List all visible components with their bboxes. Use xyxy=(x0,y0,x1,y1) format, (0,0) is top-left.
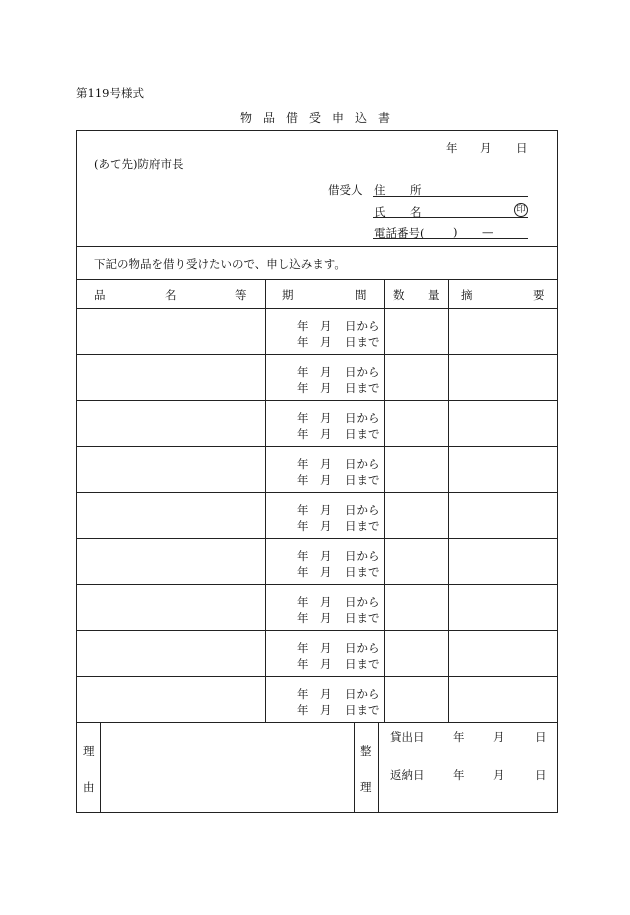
lend-date-day[interactable]: 日 xyxy=(535,730,547,744)
period-to-day: 日まで xyxy=(345,565,380,579)
return-date-year[interactable]: 年 xyxy=(453,768,465,782)
period-to-month[interactable]: 月 xyxy=(320,611,332,625)
processing-left-divider xyxy=(354,722,355,813)
phone-field[interactable] xyxy=(373,238,528,239)
row-divider xyxy=(76,400,558,401)
processing-label-divider xyxy=(378,722,379,813)
request-text: 下記の物品を借り受けたいので、申し込みます。 xyxy=(94,257,346,271)
period-to-year[interactable]: 年 xyxy=(297,335,309,349)
phone-paren-close: ) xyxy=(453,225,458,239)
period-from-day: 日から xyxy=(345,503,380,517)
remarks-cell[interactable] xyxy=(450,356,556,398)
period-from-year[interactable]: 年 xyxy=(297,595,309,609)
period-to-month[interactable]: 月 xyxy=(320,427,332,441)
period-from-year[interactable]: 年 xyxy=(297,503,309,517)
period-from-month[interactable]: 月 xyxy=(320,319,332,333)
period-to-month[interactable]: 月 xyxy=(320,381,332,395)
row-divider xyxy=(76,630,558,631)
period-from-month[interactable]: 月 xyxy=(320,641,332,655)
header-item-3: 等 xyxy=(235,288,247,302)
name-field[interactable] xyxy=(373,217,528,218)
period-to-year[interactable]: 年 xyxy=(297,611,309,625)
period-from-day: 日から xyxy=(345,549,380,563)
item-cell[interactable] xyxy=(78,586,263,628)
processing-label-1: 整 xyxy=(360,744,372,758)
address-field[interactable] xyxy=(373,196,528,197)
period-to-day: 日まで xyxy=(345,381,380,395)
period-to-year[interactable]: 年 xyxy=(297,381,309,395)
form-title xyxy=(0,109,630,126)
column-divider xyxy=(384,279,385,722)
period-from-month[interactable]: 月 xyxy=(320,687,332,701)
quantity-cell[interactable] xyxy=(386,402,446,444)
lend-date-month[interactable]: 月 xyxy=(493,730,505,744)
quantity-cell[interactable] xyxy=(386,586,446,628)
title-char: 受 xyxy=(308,111,321,125)
period-to-month[interactable]: 月 xyxy=(320,657,332,671)
header-quantity-1: 数 xyxy=(393,288,405,302)
period-from-month[interactable]: 月 xyxy=(320,503,332,517)
addressee: (あて先)防府市長 xyxy=(94,157,184,171)
period-from-day: 日から xyxy=(345,319,380,333)
quantity-cell[interactable] xyxy=(386,540,446,582)
column-divider xyxy=(448,279,449,722)
item-cell[interactable] xyxy=(78,402,263,444)
period-from-year[interactable]: 年 xyxy=(297,365,309,379)
lend-date-label: 貸出日 xyxy=(390,730,425,744)
period-to-month[interactable]: 月 xyxy=(320,335,332,349)
item-cell[interactable] xyxy=(78,310,263,352)
reason-label-divider xyxy=(100,722,101,813)
period-to-month[interactable]: 月 xyxy=(320,519,332,533)
period-to-month[interactable]: 月 xyxy=(320,565,332,579)
remarks-cell[interactable] xyxy=(450,678,556,720)
item-cell[interactable] xyxy=(78,494,263,536)
period-from-month[interactable]: 月 xyxy=(320,595,332,609)
remarks-cell[interactable] xyxy=(450,494,556,536)
period-from-year[interactable]: 年 xyxy=(297,549,309,563)
header-period-2: 間 xyxy=(355,288,367,302)
seal-icon: 印 xyxy=(514,203,528,217)
column-header-divider xyxy=(76,308,558,309)
title-char: 品 xyxy=(262,111,275,125)
period-to-year[interactable]: 年 xyxy=(297,565,309,579)
reason-field[interactable] xyxy=(102,724,352,811)
remarks-cell[interactable] xyxy=(450,310,556,352)
period-from-day: 日から xyxy=(345,687,380,701)
period-from-year[interactable]: 年 xyxy=(297,641,309,655)
item-cell[interactable] xyxy=(78,540,263,582)
period-from-day: 日から xyxy=(345,457,380,471)
row-divider xyxy=(76,492,558,493)
row-divider xyxy=(76,538,558,539)
period-to-day: 日まで xyxy=(345,335,380,349)
period-to-year[interactable]: 年 xyxy=(297,703,309,717)
header-item-1: 品 xyxy=(94,288,106,302)
period-from-day: 日から xyxy=(345,595,380,609)
period-to-year[interactable]: 年 xyxy=(297,427,309,441)
period-from-day: 日から xyxy=(345,365,380,379)
quantity-cell[interactable] xyxy=(386,678,446,720)
remarks-cell[interactable] xyxy=(450,540,556,582)
period-from-year[interactable]: 年 xyxy=(297,687,309,701)
header-item-2: 名 xyxy=(165,288,177,302)
quantity-cell[interactable] xyxy=(386,448,446,490)
title-char: 書 xyxy=(378,111,391,125)
footer-divider xyxy=(76,722,558,723)
row-divider xyxy=(76,584,558,585)
item-cell[interactable] xyxy=(78,678,263,720)
return-date-day[interactable]: 日 xyxy=(535,768,547,782)
header-quantity-2: 量 xyxy=(428,288,440,302)
period-to-day: 日まで xyxy=(345,703,380,717)
name-label-2: 名 xyxy=(410,205,422,219)
title-char: 込 xyxy=(355,111,368,125)
title-char: 借 xyxy=(285,111,298,125)
column-divider xyxy=(265,279,266,722)
address-label-2: 所 xyxy=(410,183,422,197)
row-divider xyxy=(76,676,558,677)
phone-dash: — xyxy=(482,225,494,239)
period-to-year[interactable]: 年 xyxy=(297,473,309,487)
borrower-label: 借受人 xyxy=(328,183,363,197)
item-cell[interactable] xyxy=(78,356,263,398)
period-to-day: 日まで xyxy=(345,473,380,487)
period-from-year[interactable]: 年 xyxy=(297,319,309,333)
period-from-year[interactable]: 年 xyxy=(297,457,309,471)
quantity-cell[interactable] xyxy=(386,632,446,674)
remarks-cell[interactable] xyxy=(450,448,556,490)
quantity-cell[interactable] xyxy=(386,356,446,398)
period-from-month[interactable]: 月 xyxy=(320,365,332,379)
header-divider xyxy=(76,246,558,247)
quantity-cell[interactable] xyxy=(386,494,446,536)
return-date-label: 返納日 xyxy=(390,768,425,782)
title-char: 物 xyxy=(239,111,252,125)
phone-label: 電話番号( xyxy=(374,226,425,240)
lend-date-year[interactable]: 年 xyxy=(453,730,465,744)
request-divider xyxy=(76,279,558,280)
date-day[interactable]: 日 xyxy=(516,141,528,155)
remarks-cell[interactable] xyxy=(450,402,556,444)
header-remarks-2: 要 xyxy=(533,288,545,302)
address-label-1: 住 xyxy=(374,183,386,197)
remarks-cell[interactable] xyxy=(450,632,556,674)
date-month[interactable]: 月 xyxy=(480,141,492,155)
reason-label-1: 理 xyxy=(83,744,95,758)
period-from-day: 日から xyxy=(345,411,380,425)
period-to-month[interactable]: 月 xyxy=(320,703,332,717)
row-divider xyxy=(76,354,558,355)
item-cell[interactable] xyxy=(78,632,263,674)
period-to-year[interactable]: 年 xyxy=(297,519,309,533)
period-from-month[interactable]: 月 xyxy=(320,549,332,563)
period-from-month[interactable]: 月 xyxy=(320,457,332,471)
processing-label-2: 理 xyxy=(360,780,372,794)
header-remarks-1: 摘 xyxy=(461,288,473,302)
period-to-day: 日まで xyxy=(345,427,380,441)
period-to-day: 日まで xyxy=(345,611,380,625)
period-to-day: 日まで xyxy=(345,519,380,533)
reason-label-2: 由 xyxy=(83,780,95,794)
period-to-year[interactable]: 年 xyxy=(297,657,309,671)
row-divider xyxy=(76,446,558,447)
period-from-month[interactable]: 月 xyxy=(320,411,332,425)
date-year[interactable]: 年 xyxy=(446,141,458,155)
quantity-cell[interactable] xyxy=(386,310,446,352)
title-char: 申 xyxy=(332,111,345,125)
period-from-year[interactable]: 年 xyxy=(297,411,309,425)
return-date-month[interactable]: 月 xyxy=(493,768,505,782)
form-number: 第119号様式 xyxy=(76,86,144,100)
period-to-day: 日まで xyxy=(345,657,380,671)
period-to-month[interactable]: 月 xyxy=(320,473,332,487)
remarks-cell[interactable] xyxy=(450,586,556,628)
header-period-1: 期 xyxy=(282,288,294,302)
name-label-1: 氏 xyxy=(374,205,386,219)
item-cell[interactable] xyxy=(78,448,263,490)
period-from-day: 日から xyxy=(345,641,380,655)
